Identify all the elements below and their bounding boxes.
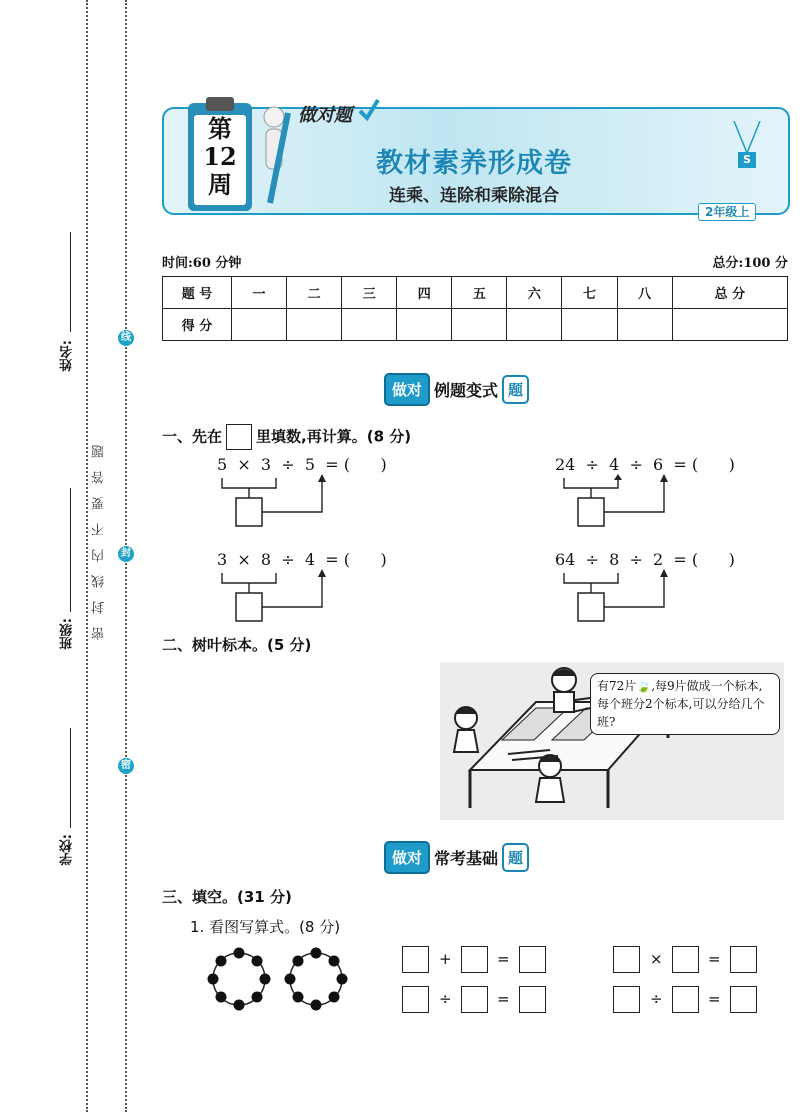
score-col-4: 四 bbox=[397, 277, 452, 309]
answer-box[interactable] bbox=[402, 986, 429, 1013]
answer-box[interactable] bbox=[519, 946, 546, 973]
equals-sign: = bbox=[708, 990, 721, 1008]
school-line[interactable] bbox=[70, 728, 71, 828]
total-score-info: 总分:100 分 bbox=[712, 256, 788, 271]
checkmark-icon bbox=[358, 97, 380, 121]
seal-circle-line: 线 bbox=[118, 330, 134, 346]
seal-circle-seal: 封 bbox=[118, 546, 134, 562]
page-title: 教材素养形成卷 bbox=[376, 148, 572, 179]
equals-sign: = bbox=[497, 950, 510, 968]
answer-box[interactable] bbox=[461, 946, 488, 973]
week-line3: 周 bbox=[208, 170, 232, 199]
school-label: 学校: bbox=[60, 834, 75, 866]
bracket-diagram-4 bbox=[552, 569, 682, 625]
score-col-5: 五 bbox=[452, 277, 507, 309]
question-3-1: 1. 看图写算式。(8 分) bbox=[190, 918, 341, 936]
answer-box[interactable] bbox=[519, 986, 546, 1013]
bracket-diagram-3 bbox=[210, 569, 340, 625]
question-1 bbox=[162, 424, 411, 450]
score-cell[interactable] bbox=[452, 309, 507, 341]
bracket-diagram-1 bbox=[210, 474, 340, 530]
answer-box[interactable] bbox=[730, 986, 757, 1013]
grade-badge: 2年级上 bbox=[698, 203, 756, 221]
score-col-6: 六 bbox=[507, 277, 562, 309]
question-2: 二、树叶标本。(5 分) bbox=[162, 636, 312, 654]
inline-answer-box bbox=[226, 424, 252, 450]
no-answer-warning: 密封线内不要答题 bbox=[92, 432, 107, 640]
clipboard-clamp-icon bbox=[206, 97, 234, 111]
score-cell[interactable] bbox=[562, 309, 617, 341]
question-1-before: 一、先在 bbox=[162, 427, 223, 446]
bracket-diagram-2 bbox=[552, 474, 682, 530]
banner-tag: 做对 bbox=[384, 841, 430, 874]
page-subtitle: 连乘、连除和乘除混合 bbox=[389, 186, 559, 206]
week-line1: 第 bbox=[208, 114, 232, 143]
score-cell[interactable] bbox=[342, 309, 397, 341]
answer-box[interactable] bbox=[672, 986, 699, 1013]
answer-box[interactable] bbox=[613, 986, 640, 1013]
answer-box[interactable] bbox=[613, 946, 640, 973]
score-table-score-row bbox=[163, 309, 788, 341]
expression-2: 24 ÷ 4 ÷ 6 = ( ) bbox=[555, 455, 735, 474]
banner-text: 常考基础 bbox=[434, 848, 499, 868]
score-cell[interactable] bbox=[287, 309, 342, 341]
score-col-8: 八 bbox=[617, 277, 672, 309]
expression-3: 3 × 8 ÷ 4 = ( ) bbox=[217, 550, 387, 569]
banner-common-basics bbox=[384, 840, 529, 874]
score-table-header-row bbox=[163, 277, 788, 309]
name-line[interactable] bbox=[70, 232, 71, 332]
score-col-label: 题 号 bbox=[163, 277, 232, 309]
speech-bubble: 有72片🍃,每9片做成一个标本,每个班分2个标本,可以分给几个班? bbox=[590, 673, 780, 735]
score-col-2: 二 bbox=[287, 277, 342, 309]
class-label: 班级: bbox=[60, 618, 75, 650]
s-tag: S bbox=[738, 152, 756, 168]
times-sign: × bbox=[650, 950, 663, 968]
score-cell[interactable] bbox=[617, 309, 672, 341]
zuoduiti-badge: 做对题 bbox=[298, 105, 352, 126]
score-col-total: 总 分 bbox=[672, 277, 787, 309]
divide-sign: ÷ bbox=[439, 990, 452, 1008]
answer-box[interactable] bbox=[461, 986, 488, 1013]
score-col-7: 七 bbox=[562, 277, 617, 309]
class-line[interactable] bbox=[70, 488, 71, 612]
banner-text: 例题变式 bbox=[434, 380, 499, 400]
answer-box[interactable] bbox=[672, 946, 699, 973]
binding-dotted-line bbox=[86, 0, 88, 1112]
answer-box[interactable] bbox=[402, 946, 429, 973]
week-number: 12 bbox=[203, 142, 237, 171]
equals-sign: = bbox=[497, 990, 510, 1008]
name-label: 姓名: bbox=[60, 340, 75, 372]
answer-box[interactable] bbox=[730, 946, 757, 973]
question-3: 三、填空。(31 分) bbox=[162, 888, 292, 906]
header bbox=[162, 95, 788, 219]
score-col-1: 一 bbox=[232, 277, 287, 309]
divide-sign: ÷ bbox=[650, 990, 663, 1008]
plus-sign: + bbox=[439, 950, 452, 968]
seal-circle-close: 密 bbox=[118, 758, 134, 774]
score-table bbox=[162, 276, 788, 341]
banner-end: 题 bbox=[502, 375, 529, 404]
score-cell[interactable] bbox=[232, 309, 287, 341]
score-cell[interactable] bbox=[672, 309, 787, 341]
banner-end: 题 bbox=[502, 843, 529, 872]
banner-tag: 做对 bbox=[384, 373, 430, 406]
expression-1: 5 × 3 ÷ 5 = ( ) bbox=[217, 455, 387, 474]
score-cell[interactable] bbox=[507, 309, 562, 341]
time-info: 时间:60 分钟 bbox=[162, 256, 242, 271]
banner-example-variants bbox=[384, 372, 529, 406]
score-row-label: 得 分 bbox=[163, 309, 232, 341]
equals-sign: = bbox=[708, 950, 721, 968]
expression-4: 64 ÷ 8 ÷ 2 = ( ) bbox=[555, 550, 735, 569]
score-cell[interactable] bbox=[397, 309, 452, 341]
score-col-3: 三 bbox=[342, 277, 397, 309]
question-1-after: 里填数,再计算。(8 分) bbox=[256, 427, 412, 446]
dot-rings-illustration bbox=[204, 944, 356, 1014]
